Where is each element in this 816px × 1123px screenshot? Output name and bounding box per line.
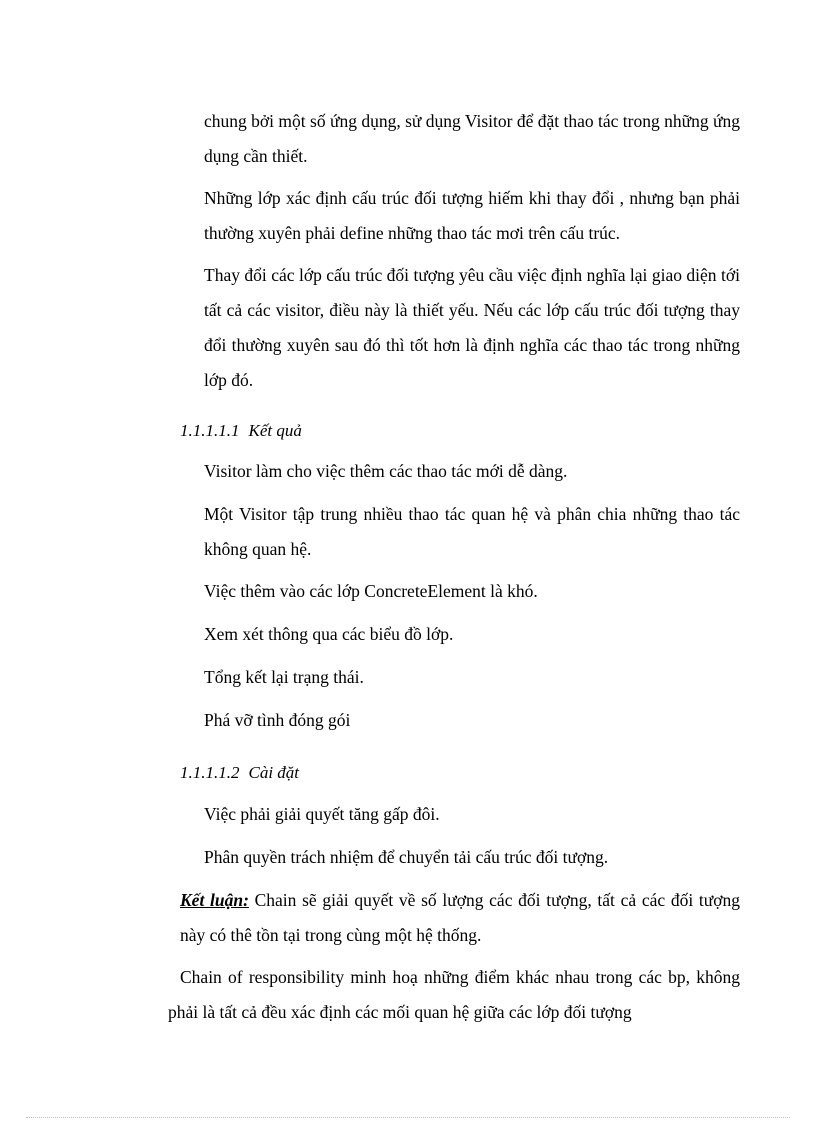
heading-cai-dat xyxy=(180,761,299,785)
ket-qua-item-4: Xem xét thông qua các biểu đồ lớp. xyxy=(204,624,454,644)
paragraph-visitor-usage: chung bởi một số ứng dụng, sử dụng Visitor để đặt thao tác trong những ứng dụng cần thiết. xyxy=(204,111,740,166)
ket-qua-item-2: Một Visitor tập trung nhiều thao tác quan hệ và phân chia những thao tác không quan hệ. xyxy=(204,504,740,559)
heading-ket-qua-number: 1.1.1.1.1 xyxy=(180,421,240,440)
conclusion-paragraph xyxy=(180,883,740,953)
conclusion-label: Kết luận: xyxy=(180,890,249,910)
heading-ket-qua-title: Kết quả xyxy=(248,421,302,440)
cai-dat-item-1: Việc phải giải quyết tăng gấp đôi. xyxy=(204,804,440,824)
footer-dotted-rule xyxy=(26,1117,790,1118)
cai-dat-item-2: Phân quyền trách nhiệm để chuyển tải cấu trúc đối tượng. xyxy=(204,847,609,867)
heading-ket-qua xyxy=(180,419,302,443)
heading-cai-dat-number: 1.1.1.1.2 xyxy=(180,763,240,782)
ket-qua-item-5: Tổng kết lại trạng thái. xyxy=(204,667,364,687)
heading-cai-dat-title: Cài đặt xyxy=(248,763,300,782)
ket-qua-item-3: Việc thêm vào các lớp ConcreteElement là khó. xyxy=(204,581,538,601)
ket-qua-item-6: Phá vỡ tình đóng gói xyxy=(204,710,351,730)
conclusion-text: Chain sẽ giải quyết về số lượng các đối tượng, tất cả các đối tượng này có thê tồn tại trong cùng một hệ thống. xyxy=(180,890,740,945)
paragraph-structure-rarely-changes: Những lớp xác định cấu trúc đối tượng hiếm khi thay đổi , nhưng bạn phải thường xuyên phải define những thao tác mơi trên cấu trúc. xyxy=(204,188,740,243)
paragraph-changing-structure-classes: Thay đổi các lớp cấu trúc đối tượng yêu cầu việc định nghĩa lại giao diện tới tất cả các visitor, điều này là thiết yếu. Nếu các lớp cấu trúc đối tượng thay đổi thường xuyên sau đó thì tốt hơn là định nghĩa các thao tác trong những lớp đó. xyxy=(204,265,740,390)
final-paragraph: Chain of responsibility minh hoạ những điểm khác nhau trong các bp, không phải là tất cả đều xác định các mối quan hệ giữa các lớp đối tượng xyxy=(168,967,740,1022)
ket-qua-item-1: Visitor làm cho việc thêm các thao tác mới dễ dàng. xyxy=(204,461,568,481)
